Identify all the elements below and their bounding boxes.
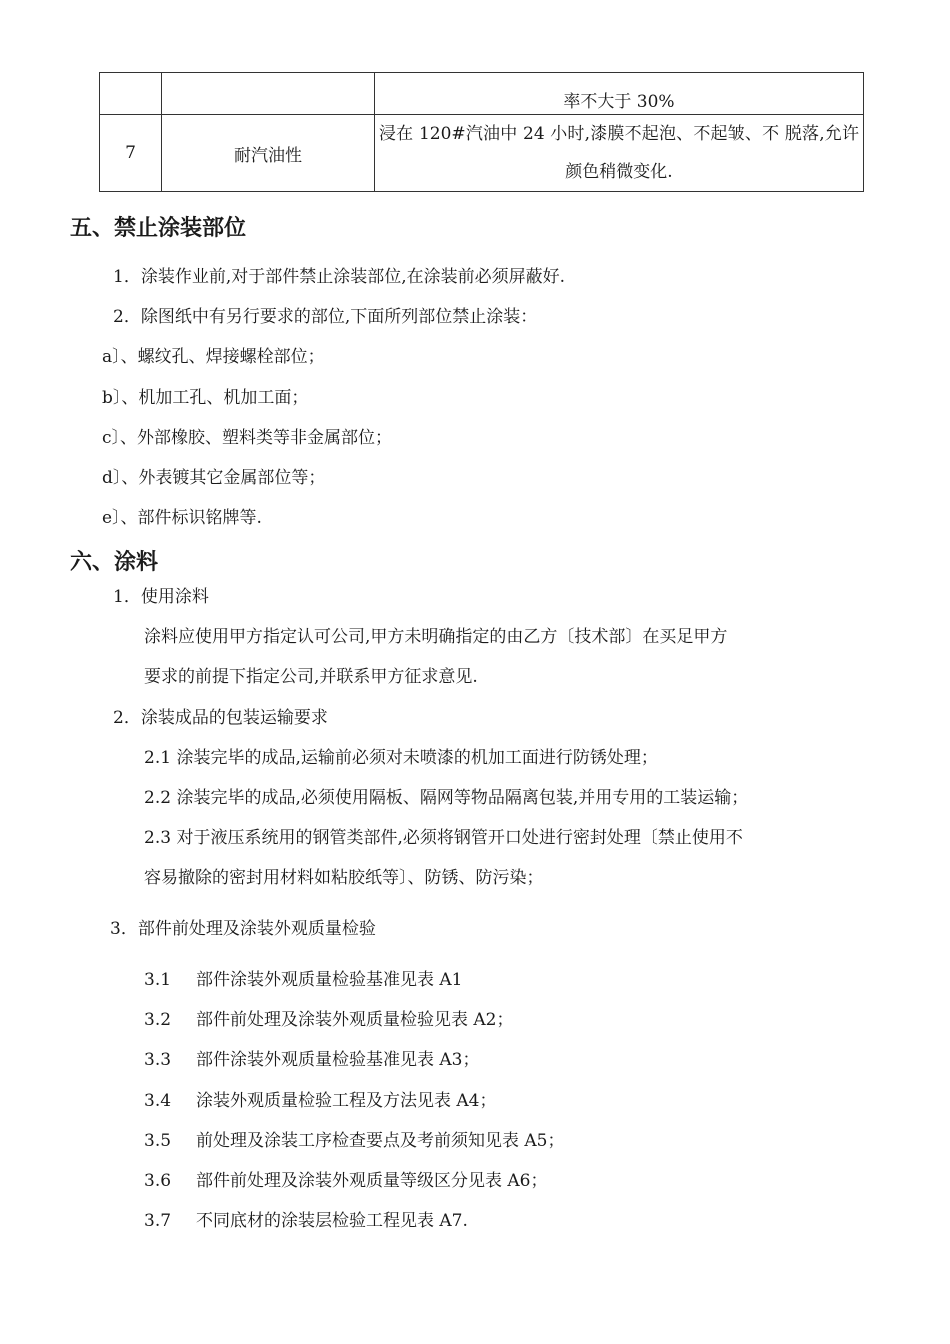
section5-paragraph-1: 1．涂装作业前,对于部件禁止涂装部位,在涂装前必须屏蔽好.: [113, 267, 566, 287]
list-item: b〕、机加工孔、机加工面；: [102, 388, 309, 408]
list-item-number: 3.3: [144, 1050, 172, 1070]
table-row: [100, 115, 864, 192]
subsection-1-title: 1．使用涂料: [113, 587, 209, 607]
section6-heading: 六、涂料: [70, 550, 159, 575]
list-item-number: 3.1: [144, 970, 172, 990]
section5-paragraph-2: 2．除图纸中有另行要求的部位,下面所列部位禁止涂装：: [113, 307, 538, 327]
cell-requirement: [375, 73, 864, 115]
list-item-text: 部件前处理及涂装外观质量检验见表 A2；: [196, 1010, 514, 1030]
list-item: e〕、部件标识铭牌等.: [102, 508, 262, 528]
list-item: a〕、螺纹孔、焊接螺栓部位；: [102, 347, 325, 367]
cell-no: [100, 73, 162, 115]
requirement-text: 率不大于 30%: [563, 91, 675, 112]
list-item: c〕、外部橡胶、塑料类等非金属部位；: [102, 428, 393, 448]
item-2-2: 2.2 涂装完毕的成品,必须使用隔板、隔网等物品隔离包装,并用专用的工装运输；: [144, 788, 749, 808]
cell-item: 耐汽油性: [162, 115, 375, 192]
list-item-number: 3.7: [144, 1211, 172, 1231]
subsection-2-title: 2．涂装成品的包装运输要求: [113, 708, 328, 728]
list-item-number: 3.6: [144, 1171, 172, 1191]
list-item: d〕、外表镀其它金属部位等；: [102, 468, 326, 488]
list-item-text: 部件涂装外观质量检验基准见表 A1: [196, 970, 463, 990]
list-item-text: 前处理及涂装工序检查要点及考前须知见表 A5；: [196, 1131, 565, 1151]
subsection-3-title: 3．部件前处理及涂装外观质量检验: [110, 919, 376, 939]
subsection-1-text-line-2: 要求的前提下指定公司,并联系甲方征求意见.: [144, 667, 478, 687]
list-item-number: 3.4: [144, 1091, 172, 1111]
list-item-text: 部件前处理及涂装外观质量等级区分见表 A6；: [196, 1171, 548, 1191]
section5-heading: 五、禁止涂装部位: [70, 216, 247, 241]
list-item-text: 涂装外观质量检验工程及方法见表 A4；: [196, 1091, 497, 1111]
cell-item: [162, 73, 375, 115]
cell-no: 7: [100, 115, 162, 192]
list-item-number: 3.5: [144, 1131, 172, 1151]
item-2-3-line-2: 容易撤除的密封用材料如粘胶纸等〕、防锈、防污染；: [144, 868, 544, 888]
list-item-text: 部件涂装外观质量检验基准见表 A3；: [196, 1050, 480, 1070]
cell-requirement: [375, 115, 864, 192]
table-row: [100, 73, 864, 115]
requirement-text: 浸在 120#汽油中 24 小时,漆膜不起泡、不起皱、不 脱落,允许颜色稍微变化.: [379, 124, 859, 182]
subsection-1-text-line-1: 涂料应使用甲方指定认可公司,甲方未明确指定的由乙方〔技术部〕在买足甲方: [144, 627, 728, 647]
item-2-3-line-1: 2.3 对于液压系统用的钢管类部件,必须将钢管开口处进行密封处理〔禁止使用不: [144, 828, 743, 848]
list-item-text: 不同底材的涂装层检验工程见表 A7.: [196, 1211, 468, 1231]
item-2-1: 2.1 涂装完毕的成品,运输前必须对未喷漆的机加工面进行防锈处理；: [144, 748, 658, 768]
list-item-number: 3.2: [144, 1010, 172, 1030]
spec-table: [99, 72, 864, 192]
